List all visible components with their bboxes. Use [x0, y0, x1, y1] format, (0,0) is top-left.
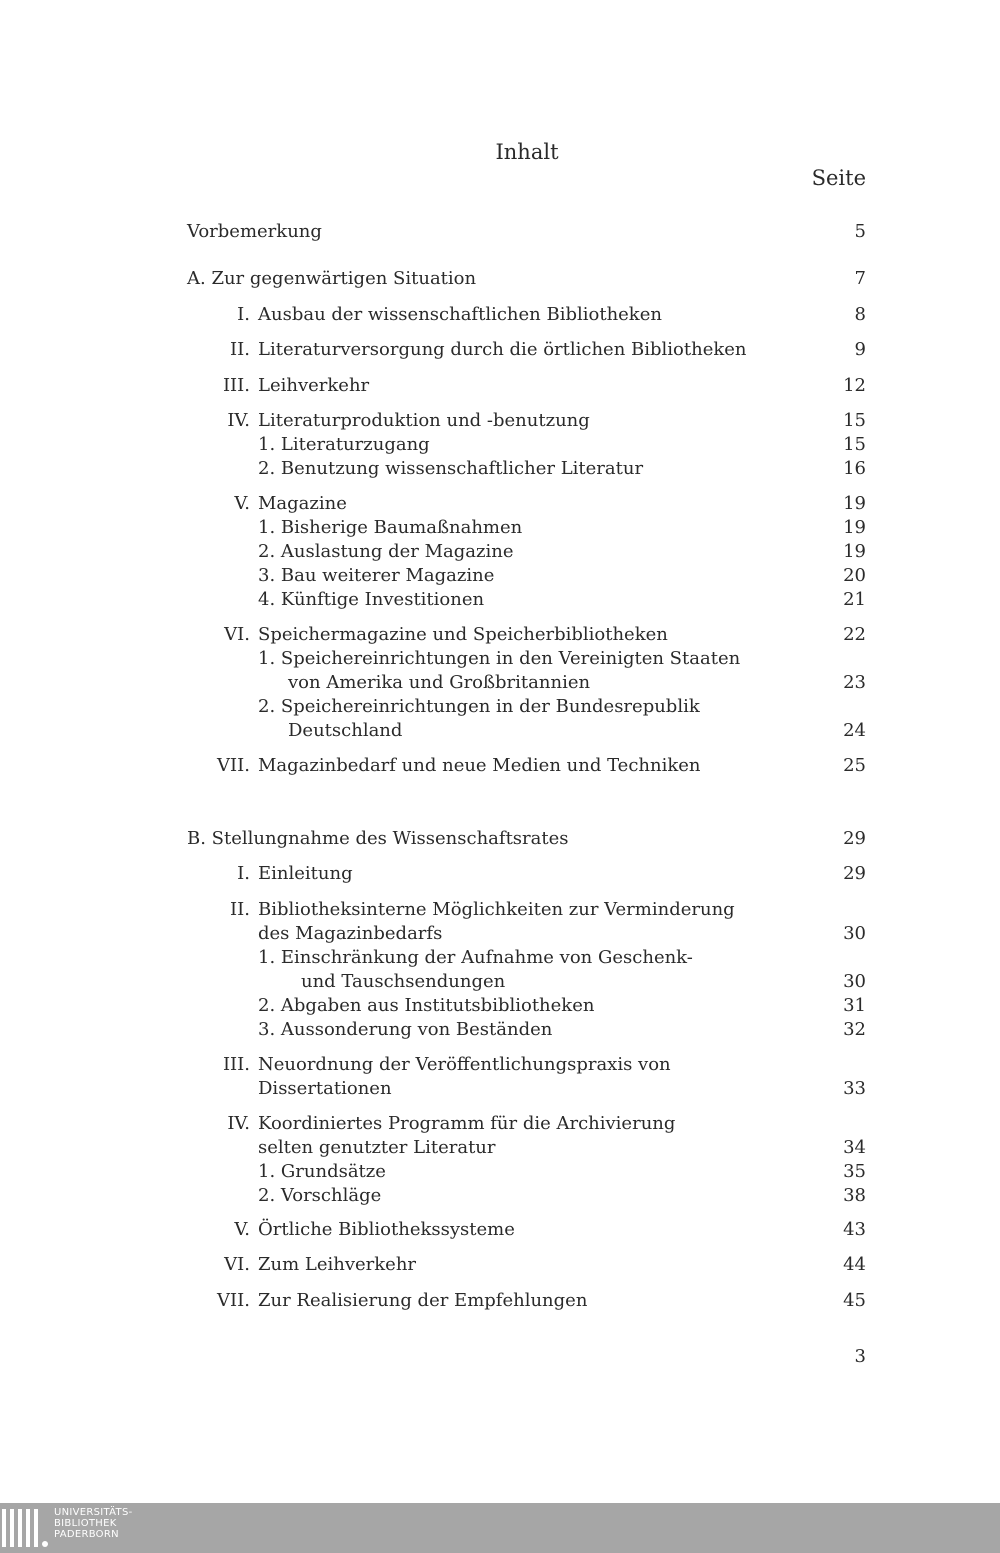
toc-entry-number: III. [222, 1054, 250, 1075]
toc-entry [0, 970, 1000, 994]
page-number: 3 [854, 1346, 866, 1367]
toc-entry-page: 30 [843, 923, 866, 944]
toc-entry-number: II. [230, 899, 250, 920]
toc-entry-title: Zur Realisierung der Empfehlungen [258, 1290, 588, 1311]
toc-entry-number: VII. [217, 1290, 250, 1311]
toc-entry-title: 1. Grundsätze [258, 1161, 386, 1182]
toc-entry-page: 30 [843, 971, 866, 992]
toc-entry-number: I. [237, 863, 250, 884]
toc-entry-page: 29 [843, 828, 866, 849]
toc-entry-title: 3. Aussonderung von Beständen [258, 1019, 553, 1040]
toc-entry-page: 38 [843, 1185, 866, 1206]
toc-entry-page: 16 [843, 458, 866, 479]
toc-entry-title: 1. Einschränkung der Aufnahme von Geschenk- [258, 947, 693, 968]
toc-entry-page: 31 [843, 995, 866, 1016]
toc-entry-number: VI. [224, 624, 250, 645]
toc-entry [0, 754, 1000, 778]
toc-entry-number: IV. [227, 1113, 250, 1134]
toc-entry [0, 1218, 1000, 1242]
toc-entry-number: II. [230, 339, 250, 360]
toc-entry [0, 433, 1000, 457]
toc-entry-title: 2. Auslastung der Magazine [258, 541, 514, 562]
toc-entry-title: des Magazinbedarfs [258, 923, 443, 944]
toc-entry [0, 588, 1000, 612]
library-logo-icon [2, 1509, 52, 1547]
toc-entry-title: von Amerika und Großbritannien [288, 672, 591, 693]
toc-entry [0, 409, 1000, 433]
toc-entry-title: 1. Speichereinrichtungen in den Vereinigten Staaten [258, 648, 741, 669]
toc-entry-title: 2. Vorschläge [258, 1185, 382, 1206]
toc-entry-page: 25 [843, 755, 866, 776]
page-title: Inhalt [495, 140, 559, 164]
toc-entry-title: Einleitung [258, 863, 353, 884]
toc-entry [0, 1112, 1000, 1136]
toc-entry [0, 862, 1000, 886]
toc-entry [0, 1053, 1000, 1077]
toc-entry-number: III. [222, 375, 250, 396]
library-footer-bar [0, 1503, 1000, 1553]
toc-entry-title: Leihverkehr [258, 375, 370, 396]
toc-entry-number: V. [234, 1219, 250, 1240]
toc-entry-title: Zum Leihverkehr [258, 1254, 417, 1275]
toc-entry [0, 719, 1000, 743]
toc-entry-page: 29 [843, 863, 866, 884]
toc-entry-page: 12 [843, 375, 866, 396]
toc-entry [0, 1253, 1000, 1277]
toc-entry-number: IV. [227, 410, 250, 431]
toc-entry-title: Literaturversorgung durch die örtlichen Bibliotheken [258, 339, 747, 360]
toc-entry [0, 1136, 1000, 1160]
toc-entry-page: 19 [843, 541, 866, 562]
toc-entry-title: Deutschland [288, 720, 403, 741]
toc-entry [0, 338, 1000, 362]
toc-entry-page: 19 [843, 493, 866, 514]
toc-entry-page: 8 [854, 304, 866, 325]
toc-entry-number: I. [237, 304, 250, 325]
toc-entry [0, 695, 1000, 719]
toc-entry-page: 45 [843, 1290, 866, 1311]
toc-entry [0, 647, 1000, 671]
toc-entry-number: V. [234, 493, 250, 514]
toc-entry-title: Koordiniertes Programm für die Archivierung [258, 1113, 676, 1134]
page-column-label: Seite [811, 166, 866, 190]
toc-entry [0, 1018, 1000, 1042]
toc-entry-page: 23 [843, 672, 866, 693]
toc-entry [0, 516, 1000, 540]
toc-entry-title: Magazine [258, 493, 347, 514]
toc-entry [0, 374, 1000, 398]
toc-entry-title: Speichermagazine und Speicherbibliotheken [258, 624, 668, 645]
toc-entry-page: 33 [843, 1078, 866, 1099]
toc-entry-title: 2. Benutzung wissenschaftlicher Literatur [258, 458, 644, 479]
toc-entry-title: 1. Literaturzugang [258, 434, 430, 455]
toc-entry-title: 2. Speichereinrichtungen in der Bundesrepublik [258, 696, 700, 717]
toc-entry-title: 3. Bau weiterer Magazine [258, 565, 495, 586]
toc-entry-page: 5 [854, 221, 866, 242]
toc-entry-title: B. Stellungnahme des Wissenschaftsrates [187, 828, 569, 849]
toc-entry [0, 540, 1000, 564]
toc-entry-page: 15 [843, 410, 866, 431]
toc-entry [0, 1160, 1000, 1184]
toc-entry-page: 34 [843, 1137, 866, 1158]
toc-entry-page: 32 [843, 1019, 866, 1040]
toc-entry [0, 827, 1000, 851]
toc-entry-title: und Tauschsendungen [301, 971, 506, 992]
toc-entry-title: Ausbau der wissenschaftlichen Bibliotheken [258, 304, 662, 325]
toc-entry-title: 2. Abgaben aus Institutsbibliotheken [258, 995, 595, 1016]
toc-entry-page: 44 [843, 1254, 866, 1275]
library-logo-text: UNIVERSITÄTS- BIBLIOTHEK PADERBORN [54, 1507, 133, 1540]
toc-entry-page: 35 [843, 1161, 866, 1182]
toc-entry-page: 19 [843, 517, 866, 538]
toc-entry [0, 492, 1000, 516]
toc-entry-title: Dissertationen [258, 1078, 392, 1099]
toc-entry-title: 4. Künftige Investitionen [258, 589, 485, 610]
toc-entry-title: selten genutzter Literatur [258, 1137, 496, 1158]
toc-entry [0, 623, 1000, 647]
toc-entry [0, 946, 1000, 970]
toc-entry-title: 1. Bisherige Baumaßnahmen [258, 517, 523, 538]
toc-entry-number: VII. [217, 755, 250, 776]
toc-entry [0, 1077, 1000, 1101]
toc-entry-page: 7 [854, 268, 866, 289]
toc-entry-page: 21 [843, 589, 866, 610]
toc-entry [0, 564, 1000, 588]
toc-entry-number: VI. [224, 1254, 250, 1275]
toc-entry-page: 9 [854, 339, 866, 360]
toc-entry [0, 220, 1000, 244]
toc-entry [0, 922, 1000, 946]
toc-entry-title: Bibliotheksinterne Möglichkeiten zur Verminderung [258, 899, 735, 920]
toc-entry-title: Neuordnung der Veröffentlichungspraxis von [258, 1054, 671, 1075]
toc-entry-title: A. Zur gegenwärtigen Situation [187, 268, 477, 289]
toc-entry [0, 1289, 1000, 1313]
toc-entry-page: 43 [843, 1219, 866, 1240]
toc-entry-page: 20 [843, 565, 866, 586]
toc-entry [0, 671, 1000, 695]
toc-entry-title: Vorbemerkung [187, 221, 322, 242]
toc-entry [0, 898, 1000, 922]
toc-entry-title: Literaturproduktion und -benutzung [258, 410, 590, 431]
toc-entry [0, 267, 1000, 291]
toc-entry [0, 457, 1000, 481]
toc-entry [0, 994, 1000, 1018]
toc-entry-page: 22 [843, 624, 866, 645]
toc-entry-page: 15 [843, 434, 866, 455]
toc-entry [0, 303, 1000, 327]
toc-entry-title: Magazinbedarf und neue Medien und Techniken [258, 755, 701, 776]
toc-entry [0, 1184, 1000, 1208]
toc-entry-title: Örtliche Bibliothekssysteme [258, 1219, 515, 1240]
toc-entry-page: 24 [843, 720, 866, 741]
